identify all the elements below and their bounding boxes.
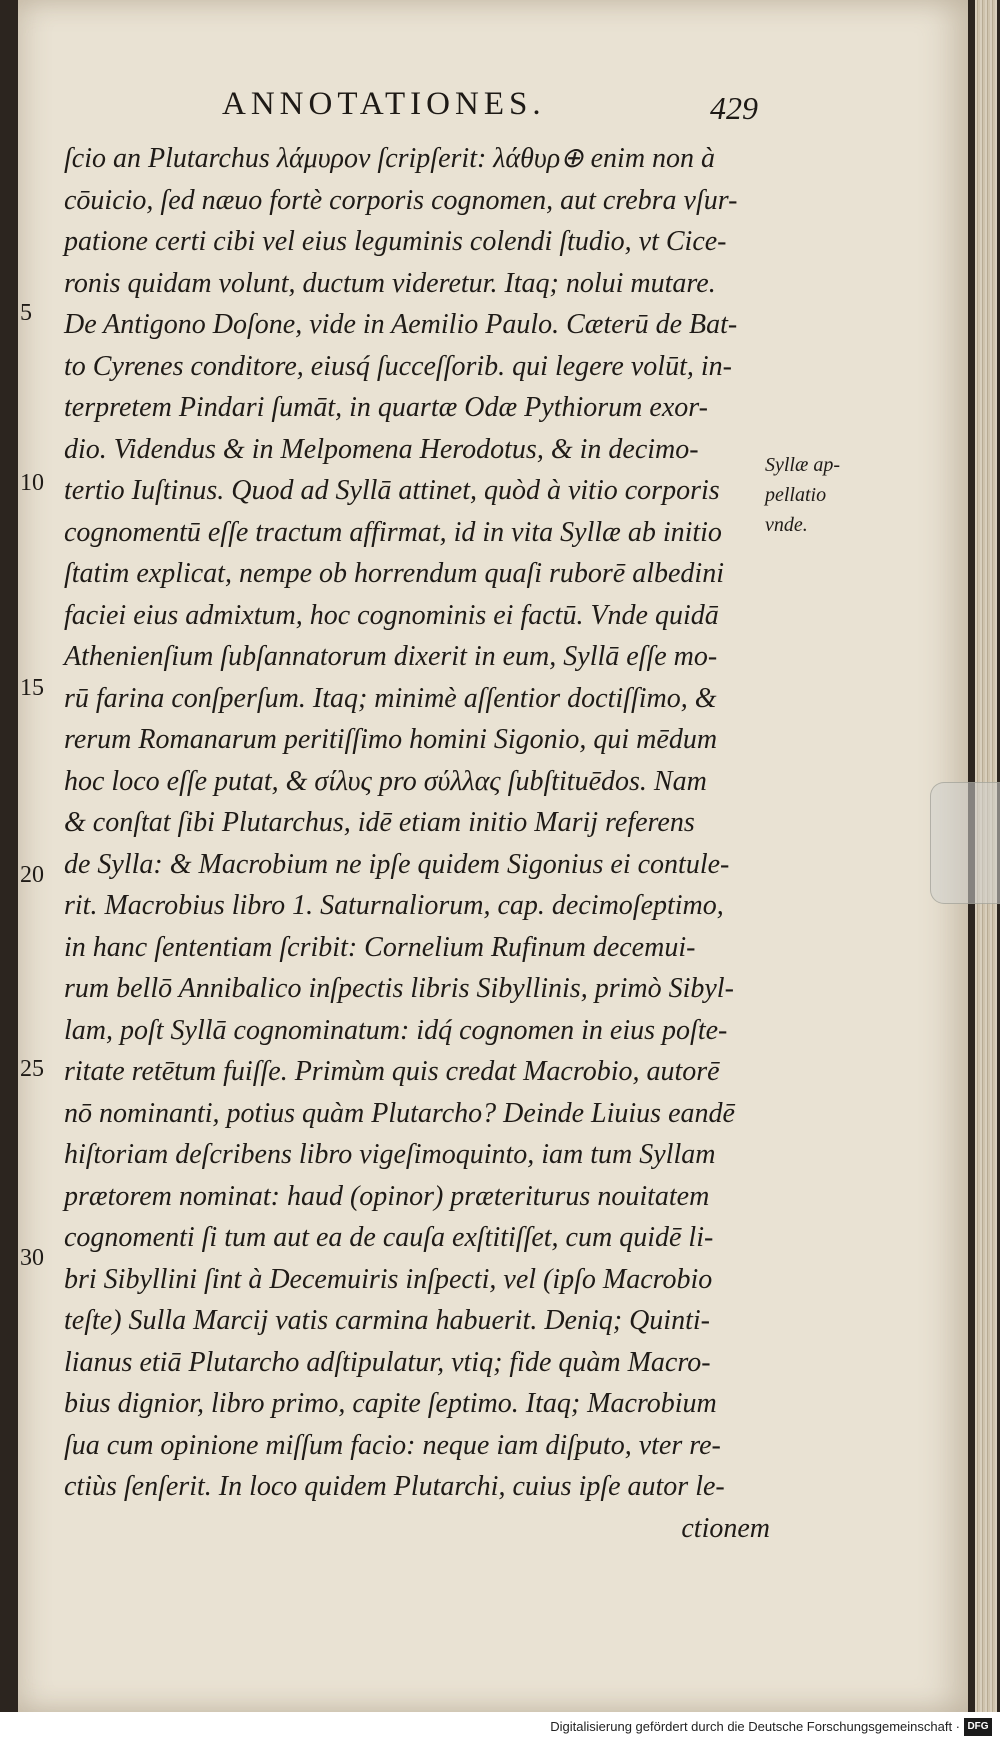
text-line: patione certi cibi vel eius leguminis colendi ſtudio, vt Cice-: [64, 226, 727, 257]
margin-note-line: pellatio: [765, 484, 827, 506]
margin-note: [765, 450, 875, 540]
text-line: rit. Macrobius libro 1. Saturnaliorum, cap. decimoſeptimo,: [64, 890, 724, 921]
text-line: rū farina conſperſum. Itaq; minimè aſſentior doctiſſimo, &: [64, 682, 717, 714]
text-line: faciei eius admixtum, hoc cognominis ei factū. Vnde quidā: [64, 599, 719, 631]
dfg-logo: DFG: [964, 1718, 992, 1736]
text-line: cognomenti ſi tum aut ea de cauſa exſtitiſſet, cum quidē li-: [64, 1222, 714, 1253]
running-head: ANNOTATIONES.: [222, 86, 546, 122]
text-line: lianus etiā Plutarcho adſtipulatur, vtiq; fide quàm Macro-: [64, 1346, 711, 1378]
page-clip: [930, 782, 1000, 904]
text-line: ritate retētum fuiſſe. Primùm quis credat Macrobio, autorē: [64, 1056, 720, 1087]
text-line: hoc loco eſſe putat, & σίλυς pro σύλλας ſubſtituēdos. Nam: [64, 765, 707, 797]
line-number: 30: [20, 1245, 44, 1271]
text-line: rum bellō Annibalico inſpectis libris Sibyllinis, primò Sibyl-: [64, 973, 734, 1004]
text-line: in hanc ſententiam ſcribit: Cornelium Rufinum decemui-: [64, 931, 696, 963]
text-line: tertio Iuſtinus. Quod ad Syllā attinet, quòd à vitio corporis: [64, 475, 720, 506]
text-line: teſte) Sulla Marcij vatis carmina habuerit. Deniq; Quinti-: [64, 1305, 710, 1336]
text-line: lam, poſt Syllā cognominatum: idq́ cognomen in eius poſte-: [64, 1014, 728, 1046]
text-line: dio. Videndus & in Melpomena Herodotus, & in decimo-: [64, 433, 699, 465]
text-line: ctiùs ſenſerit. In loco quidem Plutarchi, cuius ipſe autor le-: [64, 1471, 725, 1502]
text-line: & conſtat ſibi Plutarchus, idē etiam initio Marij referens: [64, 807, 695, 838]
text-line: ſua cum opinione miſſum facio: neque iam diſputo, vter re-: [64, 1429, 721, 1461]
margin-note-line: vnde.: [765, 514, 808, 536]
catchword: ctionem: [681, 1512, 770, 1544]
text-line: Athenienſium ſubſannatorum dixerit in eum, Syllā eſſe mo-: [64, 641, 718, 672]
text-line: cognomentū eſſe tractum affirmat, id in vita Syllæ ab initio: [64, 516, 722, 548]
text-line: hiſtoriam deſcribens libro vigeſimoquinto, iam tum Syllam: [64, 1139, 716, 1170]
text-line: nō nominanti, potius quàm Plutarcho? Deinde Liuius eandē: [64, 1097, 735, 1129]
line-number: 5: [20, 300, 32, 326]
footer-credit: Digitalisierung gefördert durch die Deutsche Forschungsgemeinschaft ·: [550, 1719, 960, 1734]
text-line: bri Sibyllini ſint à Decemuiris inſpecti, vel (ipſo Macrobio: [64, 1263, 713, 1295]
text-line: ſtatim explicat, nempe ob horrendum quaſi ruborē albedini: [64, 558, 724, 589]
text-line: terpretem Pindari ſumāt, in quartæ Odæ Pythiorum exor-: [64, 392, 708, 423]
text-line: prætorem nominat: haud (opinor) præteriturus nouitatem: [64, 1180, 710, 1212]
text-line: ſcio an Plutarchus λάμυρον ſcripſerit: λάθυρ⊕ enim non à: [64, 143, 716, 174]
line-number: 20: [20, 862, 44, 888]
text-line: rerum Romanarum peritiſſimo homini Sigonio, qui mēdum: [64, 724, 718, 755]
text-line: to Cyrenes conditore, eiusq́ ſucceſſorib. qui legere volūt, in-: [64, 350, 732, 382]
text-line: cōuicio, ſed næuo fortè corporis cognomen, aut crebra vſur-: [64, 184, 738, 216]
text-line: bius dignior, libro primo, capite ſeptimo. Itaq; Macrobium: [64, 1388, 717, 1419]
text-line: de Sylla: & Macrobium ne ipſe quidem Sigonius ei contule-: [64, 848, 730, 880]
main-text: [64, 138, 770, 1549]
page-number: 429: [710, 90, 758, 126]
footer-bar: [0, 1712, 1000, 1743]
line-number: 10: [20, 470, 44, 496]
text-line: ronis quidam volunt, ductum videretur. Itaq; nolui mutare.: [64, 267, 716, 299]
margin-note-line: Syllæ ap-: [765, 454, 840, 476]
text-line: De Antigono Doſone, vide in Aemilio Paulo. Cæterū de Bat-: [64, 309, 738, 340]
line-number: 25: [20, 1056, 44, 1082]
line-number: 15: [20, 675, 44, 701]
